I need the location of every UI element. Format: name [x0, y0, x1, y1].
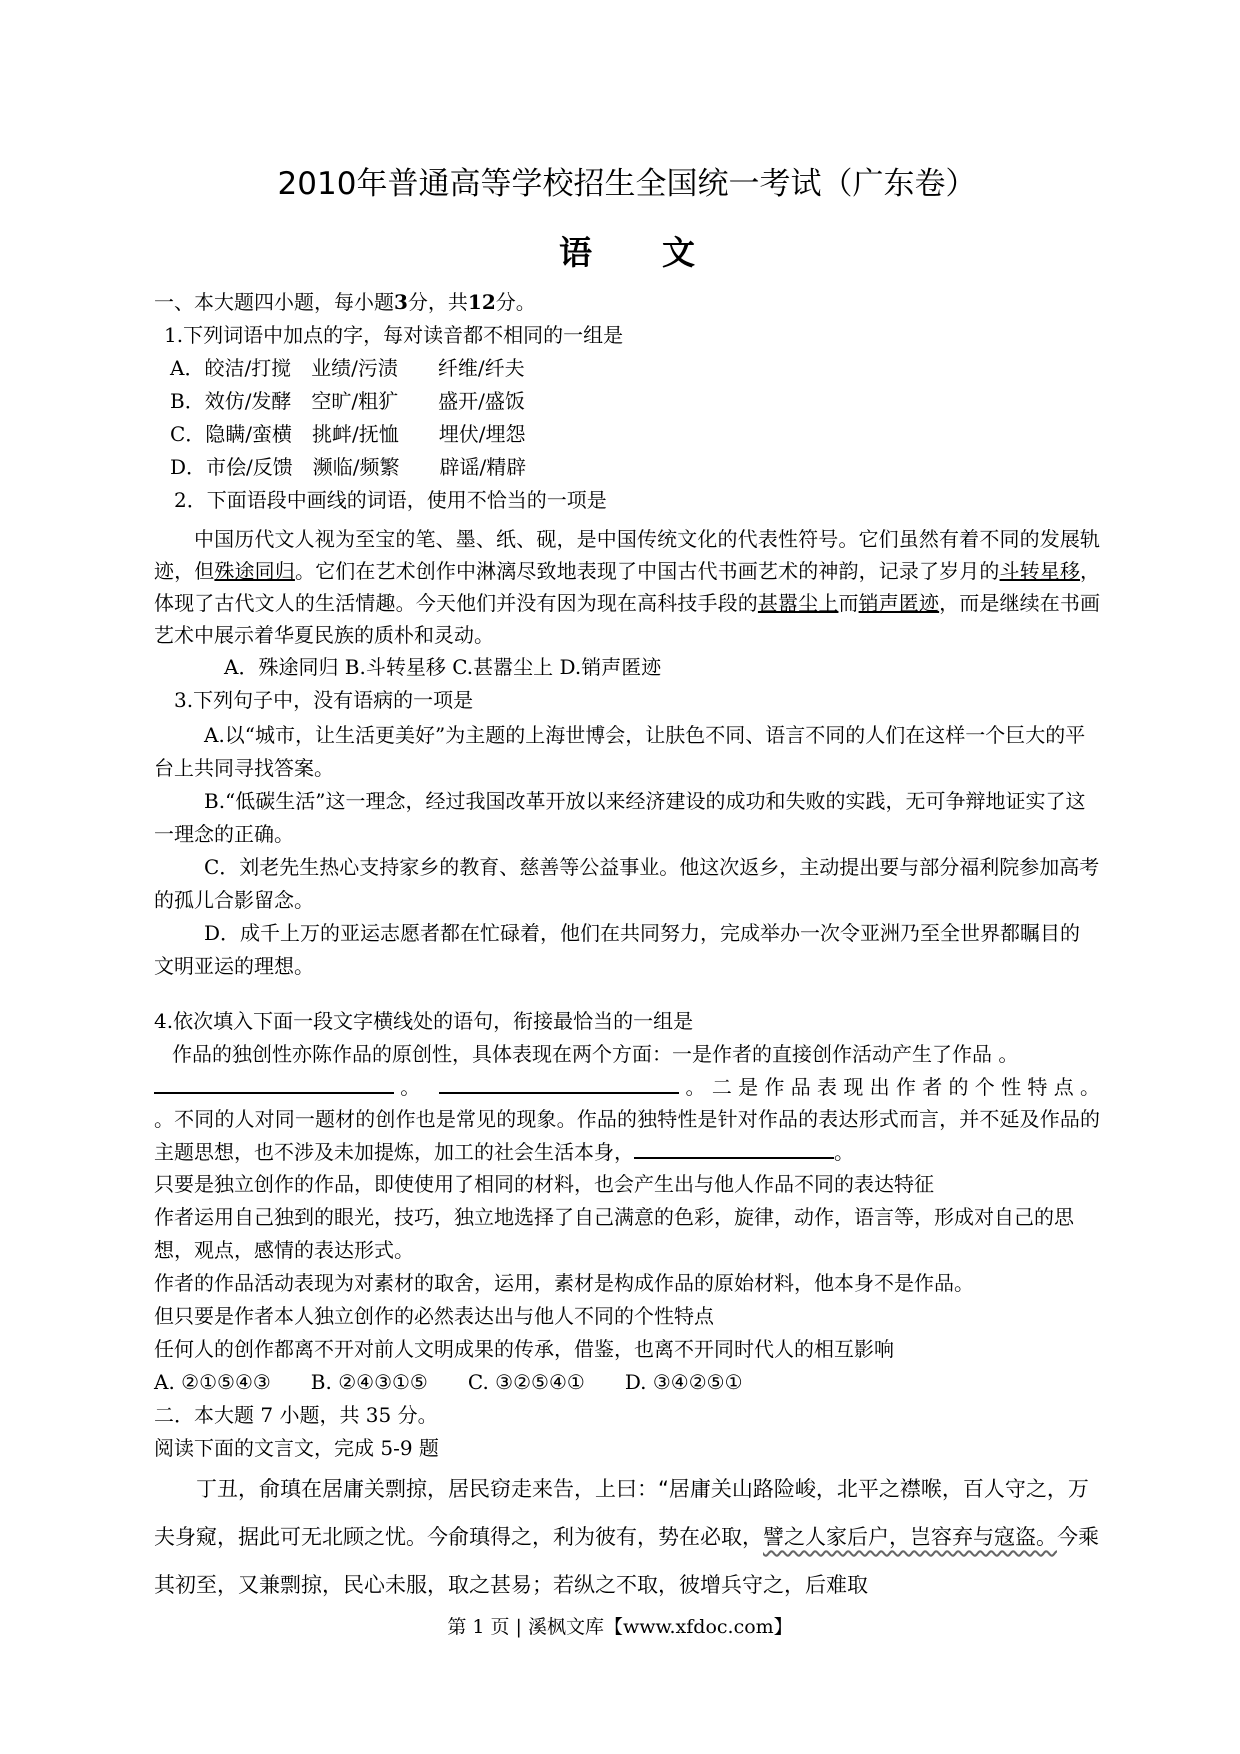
section2-heading: 二．本大题 7 小题，共 35 分。 — [154, 1403, 438, 1427]
wavy-underlined-sentence: 譬之人家后户，岂容弃与寇盗。 — [763, 1525, 1057, 1549]
q4-choice-3: 作者的作品活动表现为对素材的取舍，运用，素材是构成作品的原始材料，他本身不是作品。 — [154, 1271, 974, 1295]
page-content — [154, 150, 1100, 1609]
question-3-stem: 3.下列句子中，没有语病的一项是 — [174, 688, 474, 712]
score-total: 12 — [467, 290, 496, 314]
page-title: 2010年普通高等学校招生全国统一考试（广东卷） — [277, 166, 977, 202]
section1-heading: 一、本大题四小题，每小题3分，共12分。 — [154, 290, 536, 314]
q4-options: A. ②①⑤④③ B. ②④③①⑤ C. ③②⑤④① D. ③④②⑤① — [154, 1370, 743, 1394]
q3-option-c: C．刘老先生热心支持家乡的教育、慈善等公益事业。他这次返乡，主动提出要与部分福利院参加高考的孤儿合影留念。 — [154, 855, 1100, 912]
q3-option-a: A.以“城市，让生活更美好”为主题的上海世博会，让肤色不同、语言不同的人们在这样一个巨大的平台上共同寻找答案。 — [154, 723, 1086, 780]
answer-blank-1 — [154, 1070, 394, 1094]
q4-choice-2: 作者运用自己独到的眼光，技巧，独立地选择了自己满意的色彩，旋律，动作，语言等，形成对自己的思想，观点，感情的表达形式。 — [154, 1205, 1074, 1262]
q3-option-d: D．成千上万的亚运志愿者都在忙碌着，他们在共同努力，完成举办一次令亚洲乃至全世界都瞩目的文明亚运的理想。 — [154, 921, 1081, 978]
page-footer: 第 1 页 | 溪枫文库【www.xfdoc.com】 — [447, 1616, 793, 1638]
q3-option-b: B.“低碳生活”这一理念，经过我国改革开放以来经济建设的成功和失败的实践，无可争辩地证实了这一理念的正确。 — [154, 789, 1086, 846]
spacer — [154, 983, 1100, 1005]
q4-choice-1: 只要是独立创作的作品，即使使用了相同的材料，也会产生出与他人作品不同的表达特征 — [154, 1172, 934, 1196]
q1-option-c: C．隐瞒/蛮横 挑衅/抚恤 埋伏/埋怨 — [170, 422, 526, 446]
q4-passage-line-1: 作品的独创性亦陈作品的原创性，具体表现在两个方面：一是作者的直接创作活动产生了作品 。 — [172, 1042, 1019, 1066]
question-2-stem: 2．下面语段中画线的词语，使用不恰当的一项是 — [174, 488, 607, 512]
answer-blank-3 — [634, 1135, 834, 1159]
score-per-question: 3 — [394, 290, 408, 314]
classical-passage: 丁丑，俞瑱在居庸关剽掠，居民窃走来告，上曰：“居庸关山路险峻，北平之襟喉，百人守之，万夫身窥，据此可无北顾之忧。今俞瑱得之，利为彼有，势在必取，譬之人家后户，岂容弃与寇盗。今乘其初至，又兼剽掠，民心未服，取之甚易；若纵之不取，彼增兵守之，后难取 — [154, 1477, 1099, 1597]
q2-options: A．殊途同归 B.斗转星移 C.甚嚣尘上 D.销声匿迹 — [224, 655, 662, 679]
question-1-stem: 1.下列词语中加点的字，每对读音都不相同的一组是 — [164, 323, 624, 347]
q4-passage — [154, 1038, 1100, 1168]
section2-instruction: 阅读下面的文言文，完成 5-9 题 — [154, 1436, 439, 1460]
q1-option-b: B．效仿/发酵 空旷/粗犷 盛开/盛饭 — [170, 389, 525, 413]
answer-blank-2 — [439, 1070, 679, 1094]
underlined-phrase-1: 殊途同归 — [214, 559, 295, 583]
q2-passage: 中国历代文人视为至宝的笔、墨、纸、砚，是中国传统文化的代表性符号。它们虽然有着不同的发展轨迹，但殊途同归。它们在艺术创作中淋漓尽致地表现了中国古代书画艺术的神韵，记录了岁月的斗转星移，体现了古代文人的生活情趣。今天他们并没有因为现在高科技手段的甚嚣尘上而销声匿迹，而是继续在书画艺术中展示着华夏民族的质朴和灵动。 — [154, 527, 1101, 647]
underlined-phrase-4: 销声匿迹 — [858, 591, 940, 615]
subject-title: 语文 — [559, 233, 765, 272]
question-4-stem: 4.依次填入下面一段文字横线处的语句，衔接最恰当的一组是 — [154, 1009, 694, 1033]
q1-option-d: D．市侩/反馈 濒临/频繁 辟谣/精辟 — [170, 455, 527, 479]
q4-passage-line-3: 。不同的人对同一题材的创作也是常见的现象。作品的独特性是针对作品的表达形式而言，并不延及作品的主题思想，也不涉及未加提炼，加工的社会生活本身， 。 — [154, 1107, 1100, 1164]
underlined-phrase-3: 甚嚣尘上 — [757, 591, 839, 615]
q1-option-a: A．皎洁/打搅 业绩/污渍 纤维/纤夫 — [170, 356, 525, 380]
q4-choice-5: 任何人的创作都离不开对前人文明成果的传承，借鉴，也离不开同时代人的相互影响 — [154, 1337, 894, 1361]
underlined-phrase-2: 斗转星移 — [999, 559, 1081, 583]
q4-choice-4: 但只要是作者本人独立创作的必然表达出与他人不同的个性特点 — [154, 1304, 714, 1328]
q4-passage-line-2: 。 。二是作品表现出作者的个性特点。 — [154, 1070, 1100, 1103]
